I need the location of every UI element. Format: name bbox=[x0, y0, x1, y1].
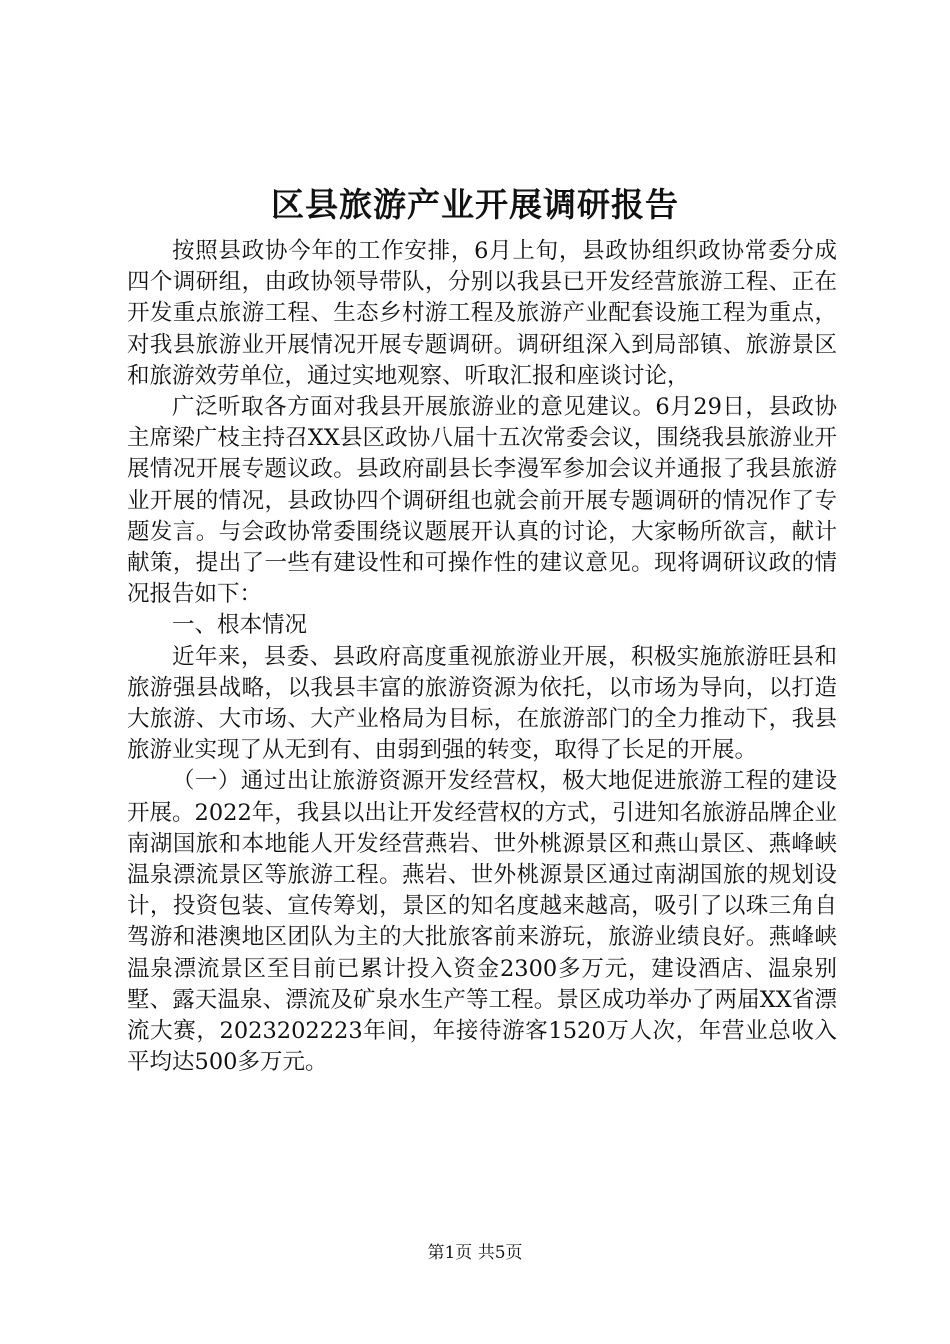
document-body bbox=[127, 236, 837, 1078]
paragraph-subsection-1: （一）通过出让旅游资源开发经营权，极大地促进旅游工程的建设开展。2022年，我县以出让开发经营权的方式，引进知名旅游品牌企业南湖国旅和本地能人开发经营燕岩、世外桃源景区和燕山景区、燕峰峡温泉漂流景区等旅游工程。燕岩、世外桃源景区通过南湖国旅的规划设计，投资包装、宣传筹划，景区的知名度越来越高，吸引了以珠三角自驾游和港澳地区团队为主的大批旅客前来游玩，旅游业绩良好。燕峰峡温泉漂流景区至目前已累计投入资金2300多万元，建设酒店、温泉别墅、露天温泉、漂流及矿泉水生产等工程。景区成功举办了两届XX省漂流大赛，2023202223年间，年接待游客1520万人次，年营业总收入平均达500多万元。 bbox=[127, 768, 837, 1076]
section-heading-basic-situation: 一、根本情况 bbox=[172, 612, 308, 639]
paragraph-intro: 按照县政协今年的工作安排，6月上旬，县政协组织政协常委分成四个调研组，由政协领导带队，分别以我县已开发经营旅游工程、正在开发重点旅游工程、生态乡村游工程及旅游产业配套设施工程为重点，对我县旅游业开展情况开展专题调研。调研组深入到局部镇、旅游景区和旅游效劳单位，通过实地观察、听取汇报和座谈讨论， bbox=[127, 238, 837, 389]
paragraph-meeting: 广泛听取各方面对我县开展旅游业的意见建议。6月29日，县政协主席梁广枝主持召XX县区政协八届十五次常委会议，围绕我县旅游业开展情况开展专题议政。县政府副县长李漫军参加会议并通报了我县旅游业开展的情况，县政协四个调研组也就会前开展专题调研的情况作了专题发言。与会政协常委围绕议题展开认真的讨论，大家畅所欲言，献计献策，提出了一些有建设性和可操作性的建议意见。现将调研议政的情况报告如下： bbox=[127, 394, 837, 608]
document-title: 区县旅游产业开展调研报告 bbox=[271, 185, 679, 224]
paragraph-overview: 近年来，县委、县政府高度重视旅游业开展，积极实施旅游旺县和旅游强县战略，以我县丰富的旅游资源为依托，以市场为导向，以打造大旅游、大市场、大产业格局为目标，在旅游部门的全力推动下，我县旅游业实现了从无到有、由弱到强的转变，取得了长足的开展。 bbox=[127, 643, 837, 764]
page-number-footer: 第1页 共5页 bbox=[427, 1243, 523, 1263]
